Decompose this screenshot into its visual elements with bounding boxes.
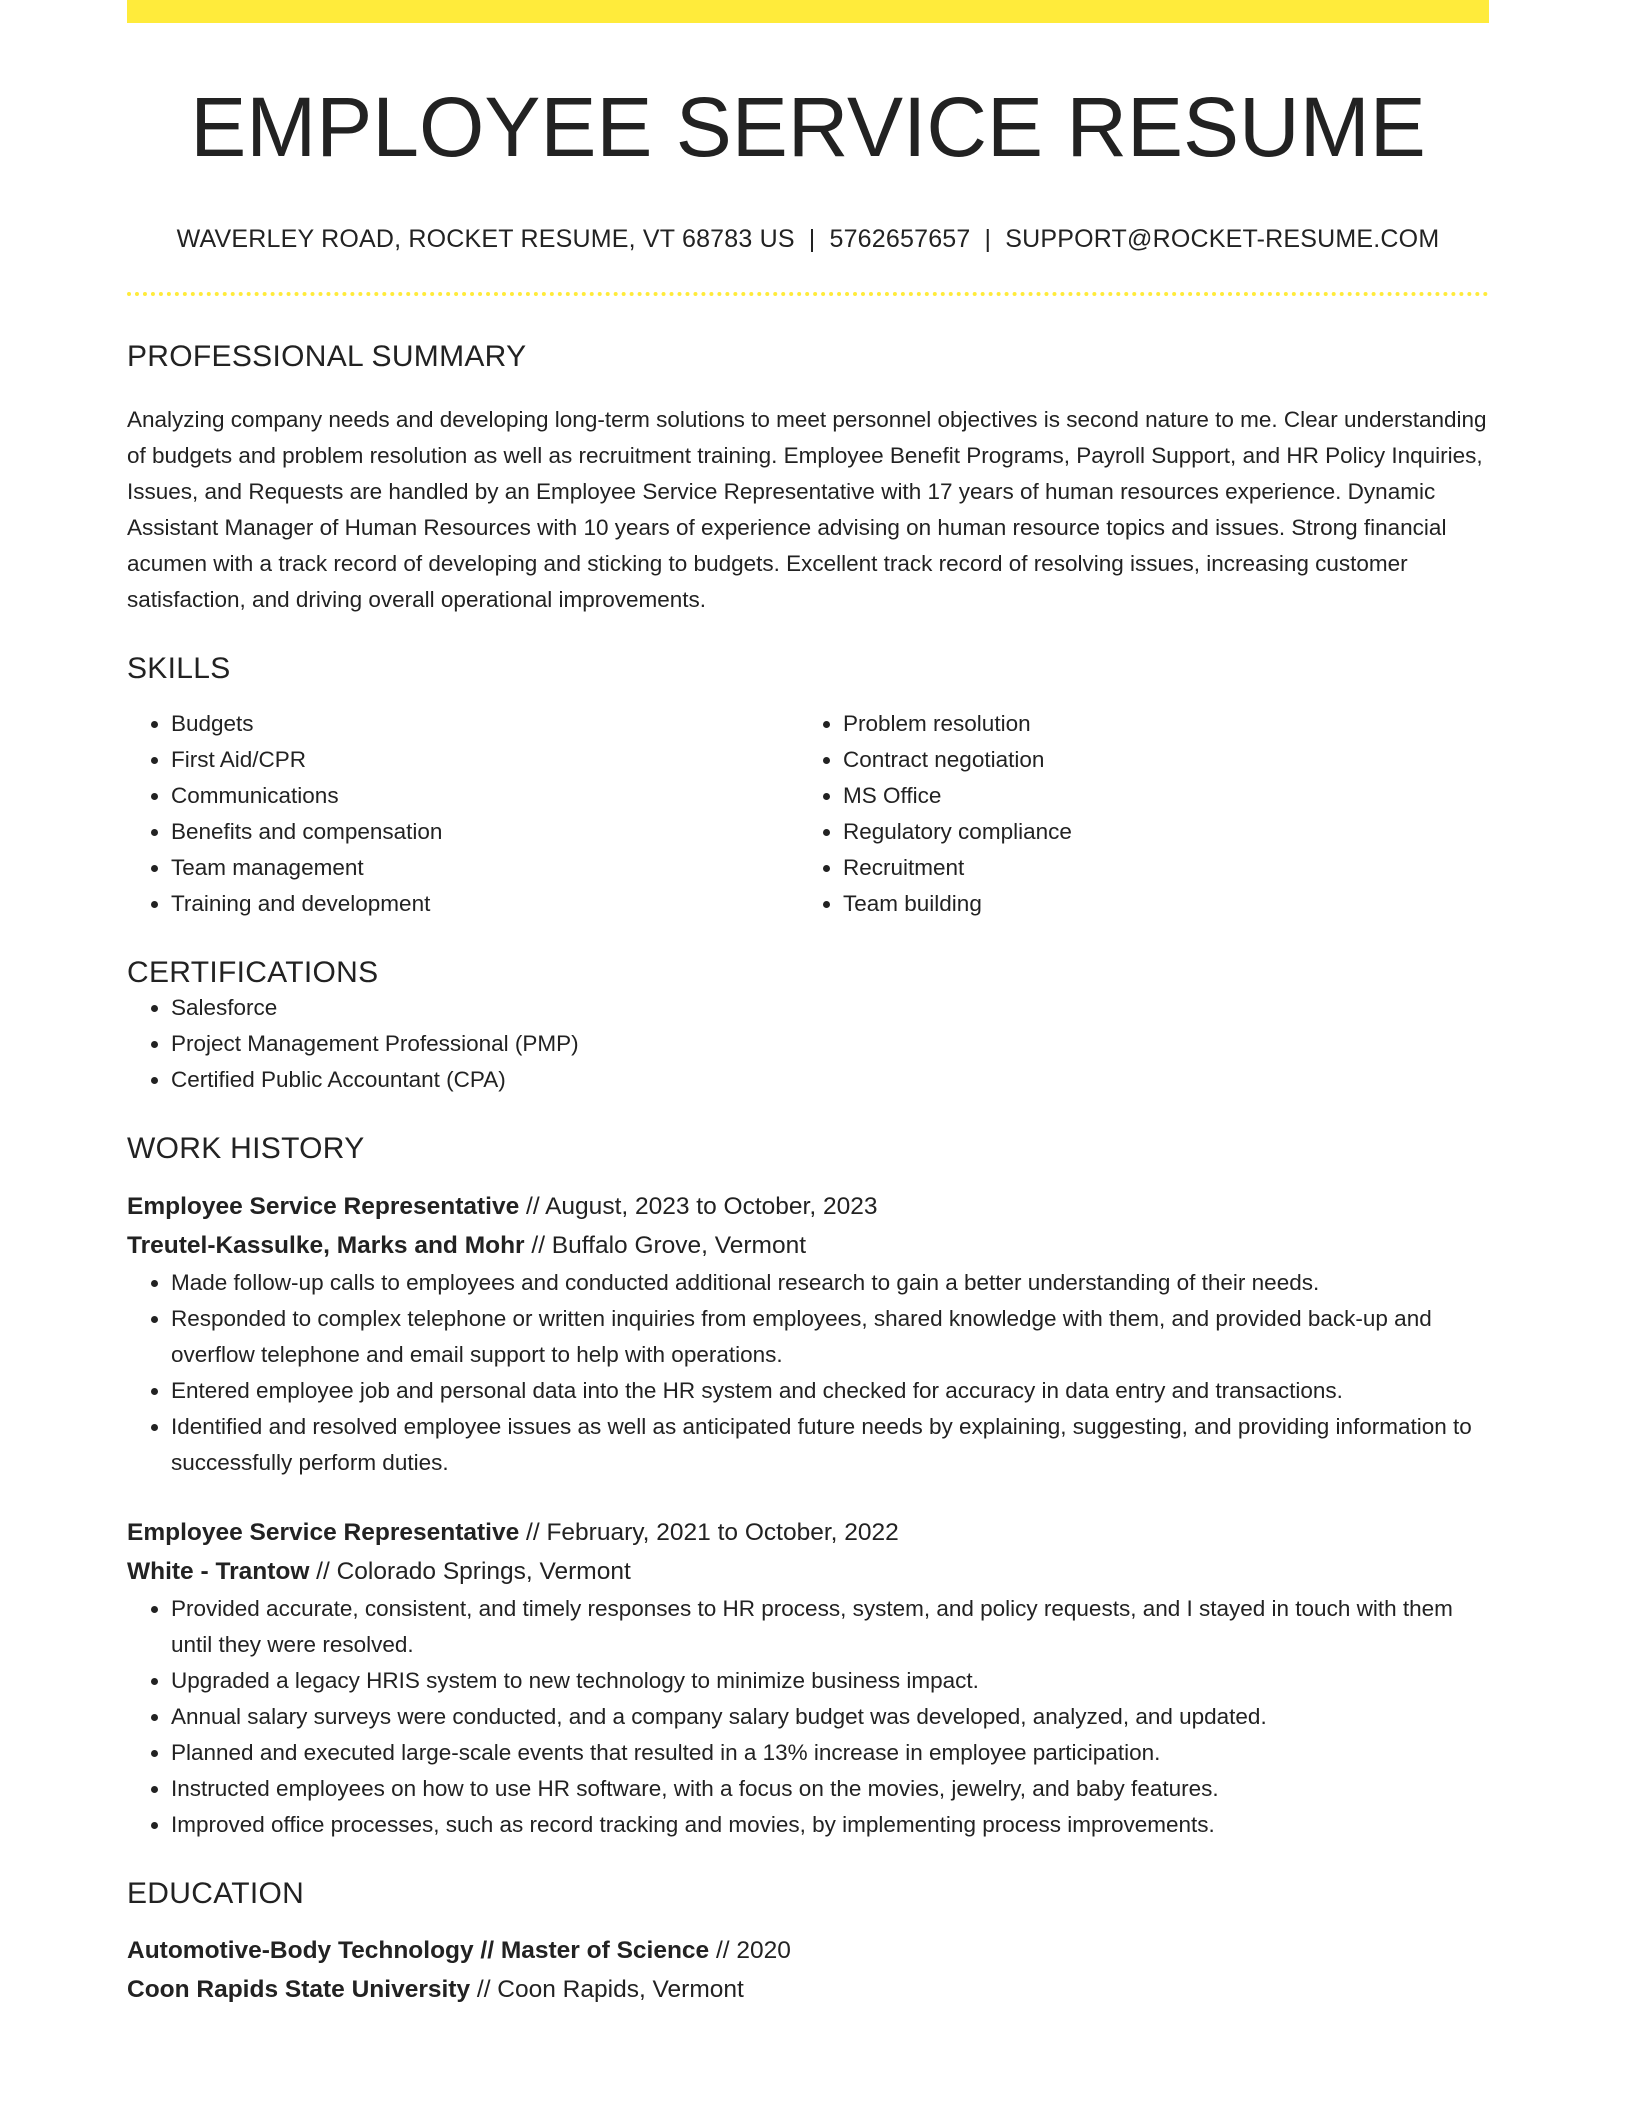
skill-item: • Team management [171, 850, 799, 886]
skill-item: • Communications [171, 778, 799, 814]
resume-page [127, 0, 1489, 2009]
certification-item: • Certified Public Accountant (CPA) [171, 1062, 1489, 1098]
education-school: Coon Rapids State University [127, 1976, 471, 2003]
contact-phone[interactable]: 5762657657 [829, 225, 971, 253]
skill-item: • Problem resolution [843, 706, 1471, 742]
skill-item: • Regulatory compliance [843, 814, 1471, 850]
education-heading: EDUCATION [127, 1877, 305, 1910]
certifications-heading: CERTIFICATIONS [127, 956, 379, 989]
skills-heading: SKILLS [127, 652, 231, 685]
job-company: Treutel-Kassulke, Marks and Mohr [127, 1232, 525, 1259]
job-duty: • Planned and executed large-scale events that resulted in a 13% increase in employee participation. [171, 1735, 1489, 1771]
contact-separator: | [808, 225, 816, 253]
education-year: // 2020 [709, 1937, 791, 1964]
job-role: Employee Service Representative [127, 1193, 520, 1220]
education-degree-line [127, 1931, 1489, 1970]
skill-item: • Recruitment [843, 850, 1471, 886]
skill-item: • Budgets [171, 706, 799, 742]
job-duties [127, 1591, 1489, 1843]
job-company-line [127, 1226, 1489, 1265]
skill-item: • MS Office [843, 778, 1471, 814]
job-duty: • Instructed employees on how to use HR software, with a focus on the movies, jewelry, and baby features. [171, 1771, 1489, 1807]
job-duty: • Provided accurate, consistent, and timely responses to HR process, system, and policy requests, and I stayed in touch with them until they were resolved. [171, 1591, 1489, 1663]
job-duty: • Entered employee job and personal data into the HR system and checked for accuracy in data entry and transactions. [171, 1373, 1489, 1409]
job-location: // Buffalo Grove, Vermont [524, 1232, 807, 1259]
resume-title: EMPLOYEE SERVICE RESUME [190, 80, 1426, 174]
work-history-heading: WORK HISTORY [127, 1132, 365, 1165]
skill-item: • Training and development [171, 886, 799, 922]
education-entry [127, 1931, 1489, 2009]
skill-item: • Benefits and compensation [171, 814, 799, 850]
job-entry [127, 1513, 1489, 1843]
job-entry [127, 1187, 1489, 1481]
job-dates: // August, 2023 to October, 2023 [519, 1193, 878, 1220]
dotted-divider [127, 292, 1489, 296]
education-location: // Coon Rapids, Vermont [470, 1976, 744, 2003]
job-company: White - Trantow [127, 1558, 310, 1585]
job-duties [127, 1265, 1489, 1481]
certification-item: • Project Management Professional (PMP) [171, 1026, 1489, 1062]
top-accent-bar [127, 0, 1489, 23]
certifications-list [127, 990, 1489, 1098]
skill-item: • Team building [843, 886, 1471, 922]
job-duty: • Responded to complex telephone or written inquiries from employees, shared knowledge with them, and provided back-up and overflow telephone and email support to help with operations. [171, 1301, 1489, 1373]
skills-list [127, 706, 1489, 922]
summary-text: Analyzing company needs and developing long-term solutions to meet personnel objectives is second nature to me. Clear understanding of budgets and problem resolution as well as recruitment training. Employee Benefit Programs, Payroll Support, and HR Policy Inquiries, Issues, and Requests are handled by an Employee Service Representative with 17 years of human resources experience. Dynamic Assistant Manager of Human Resources with 10 years of experience advising on human resource topics and issues. Strong financial acumen with a track record of developing and sticking to budgets. Excellent track record of resolving issues, increasing customer satisfaction, and driving overall operational improvements. [127, 407, 1487, 612]
certification-item: • Salesforce [171, 990, 1489, 1026]
job-duty: • Made follow-up calls to employees and conducted additional research to gain a better understanding of their needs. [171, 1265, 1489, 1301]
skills-column-right [799, 706, 1471, 922]
contact-email[interactable]: SUPPORT@ROCKET-RESUME.COM [1005, 225, 1440, 253]
contact-separator: | [984, 225, 992, 253]
job-dates: // February, 2021 to October, 2022 [519, 1519, 899, 1546]
job-role-line [127, 1513, 1489, 1552]
skill-item: • First Aid/CPR [171, 742, 799, 778]
contact-address: WAVERLEY ROAD, ROCKET RESUME, VT 68783 US [176, 225, 795, 253]
job-role: Employee Service Representative [127, 1519, 520, 1546]
skills-column-left [127, 706, 799, 922]
job-duty: • Improved office processes, such as record tracking and movies, by implementing process improvements. [171, 1807, 1489, 1843]
job-company-line [127, 1552, 1489, 1591]
job-duty: • Upgraded a legacy HRIS system to new technology to minimize business impact. [171, 1663, 1489, 1699]
job-role-line [127, 1187, 1489, 1226]
skill-item: • Contract negotiation [843, 742, 1471, 778]
education-degree: Automotive-Body Technology // Master of Science [127, 1937, 710, 1964]
job-location: // Colorado Springs, Vermont [309, 1558, 631, 1585]
contact-line [127, 225, 1489, 254]
education-school-line [127, 1970, 1489, 2009]
job-duty: • Identified and resolved employee issues as well as anticipated future needs by explaining, suggesting, and providing information to successfully perform duties. [171, 1409, 1489, 1481]
summary-heading: PROFESSIONAL SUMMARY [127, 340, 527, 373]
job-duty: • Annual salary surveys were conducted, and a company salary budget was developed, analyzed, and updated. [171, 1699, 1489, 1735]
